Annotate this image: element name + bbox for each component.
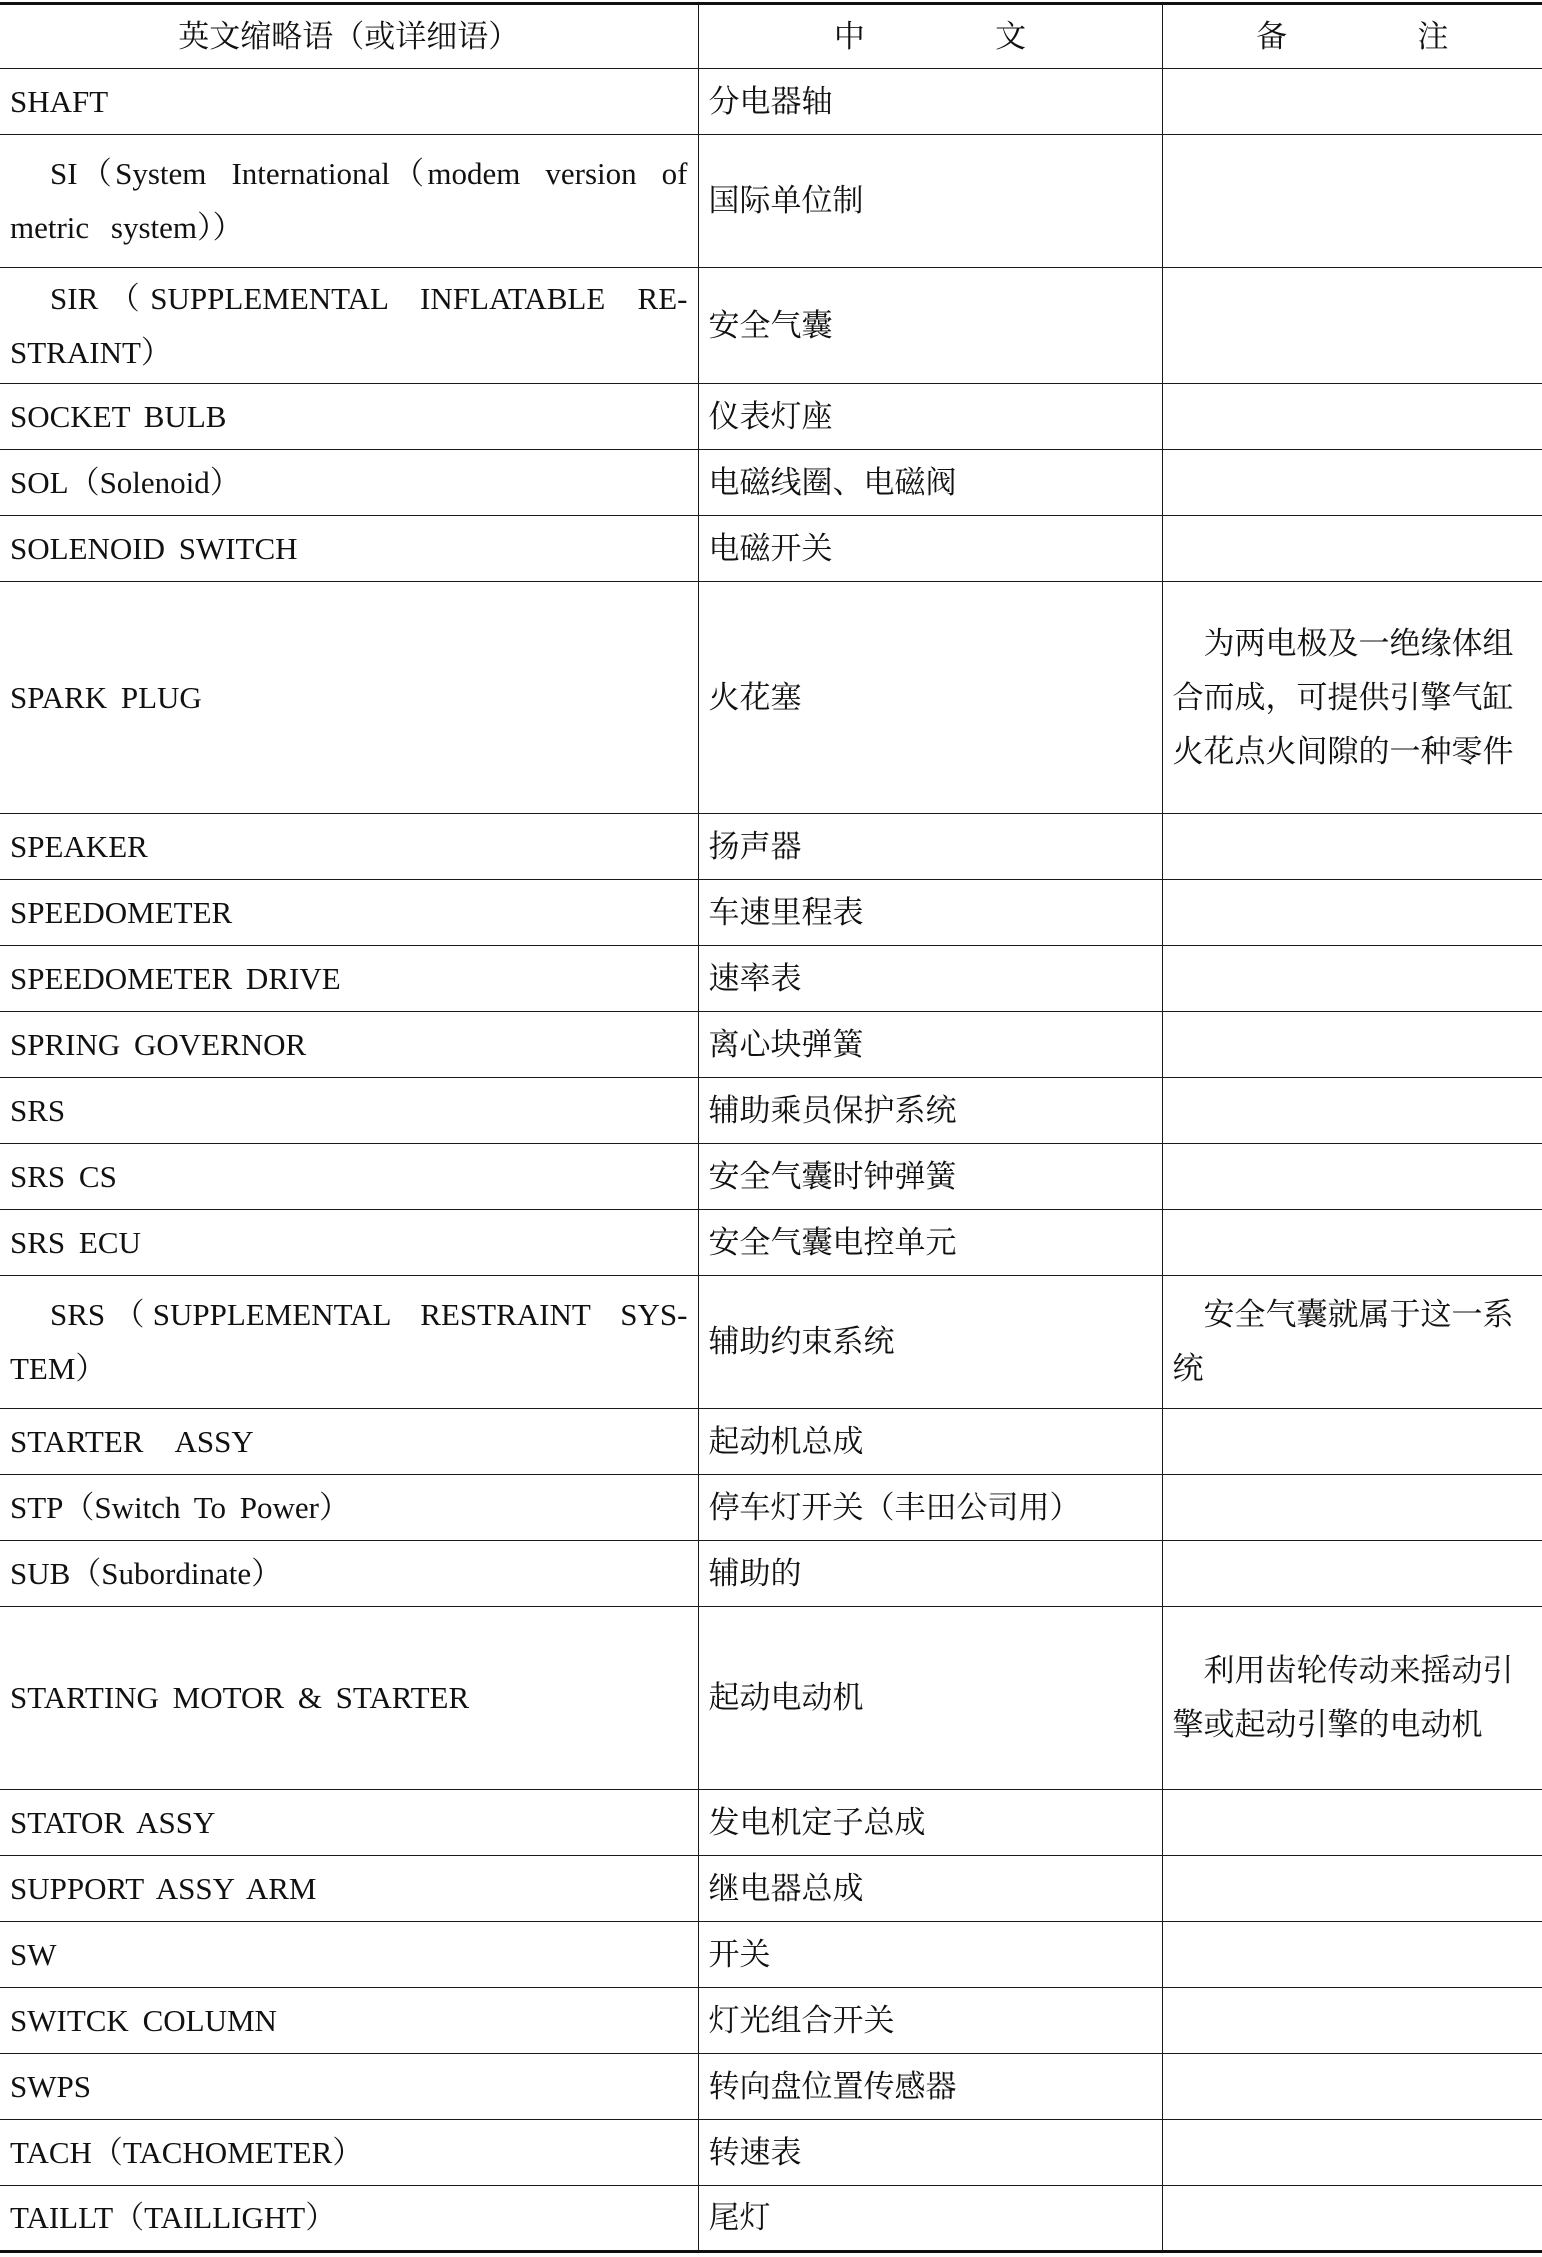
cell-chinese: 电磁线圈、电磁阀 [698,450,1162,516]
table-row [0,2054,1542,2120]
cell-chinese: 灯光组合开关 [698,1988,1162,2054]
cell-chinese: 安全气囊电控单元 [698,1210,1162,1276]
table-row [0,1475,1542,1541]
cell-chinese: 停车灯开关（丰田公司用） [698,1475,1162,1541]
cell-chinese: 速率表 [698,946,1162,1012]
cell-note [1162,946,1542,1012]
cell-note [1162,1012,1542,1078]
table-row [0,880,1542,946]
cell-chinese: 分电器轴 [698,69,1162,135]
cell-note [1162,1409,1542,1475]
cell-chinese: 起动机总成 [698,1409,1162,1475]
table-row [0,1012,1542,1078]
table-row [0,1210,1542,1276]
cell-note [1162,1922,1542,1988]
cell-note [1162,1790,1542,1856]
table-row [0,1144,1542,1210]
cell-note [1162,814,1542,880]
table-row [0,1988,1542,2054]
cell-english: TAILLT（TAILLIGHT） [0,2186,698,2252]
cell-chinese: 辅助乘员保护系统 [698,1078,1162,1144]
cell-note [1162,135,1542,268]
cell-note: 利用齿轮传动来摇动引擎或起动引擎的电动机 [1162,1607,1542,1790]
table-row [0,1790,1542,1856]
glossary-page [0,2,1542,2253]
cell-chinese: 辅助约束系统 [698,1276,1162,1409]
table-row [0,135,1542,268]
cell-chinese: 开关 [698,1922,1162,1988]
cell-chinese: 继电器总成 [698,1856,1162,1922]
cell-english: SUPPORT ASSY ARM [0,1856,698,1922]
cell-english: SOL（Solenoid） [0,450,698,516]
cell-note [1162,1541,1542,1607]
cell-note [1162,1988,1542,2054]
cell-chinese: 辅助的 [698,1541,1162,1607]
cell-chinese: 安全气囊 [698,268,1162,384]
column-header-chinese: 中 文 [698,4,1162,69]
cell-english: SW [0,1922,698,1988]
table-row [0,2186,1542,2252]
table-row [0,1409,1542,1475]
table-row [0,69,1542,135]
cell-chinese: 仪表灯座 [698,384,1162,450]
glossary-table [0,2,1542,2253]
cell-chinese: 离心块弹簧 [698,1012,1162,1078]
cell-note [1162,1210,1542,1276]
cell-chinese: 国际单位制 [698,135,1162,268]
cell-english: TACH（TACHOMETER） [0,2120,698,2186]
cell-english: SUB（Subordinate） [0,1541,698,1607]
cell-english: SRS（SUPPLEMENTAL RESTRAINT SYS-TEM） [0,1276,698,1409]
cell-english: SI（System International（modem version of metric system）） [0,135,698,268]
cell-chinese: 安全气囊时钟弹簧 [698,1144,1162,1210]
table-row [0,582,1542,814]
table-row [0,814,1542,880]
cell-english: SRS [0,1078,698,1144]
cell-note [1162,2120,1542,2186]
table-row [0,1607,1542,1790]
cell-chinese: 起动电动机 [698,1607,1162,1790]
cell-english: SHAFT [0,69,698,135]
cell-english: SWITCK COLUMN [0,1988,698,2054]
cell-english: SIR（SUPPLEMENTAL INFLATABLE RE-STRAINT） [0,268,698,384]
cell-note [1162,516,1542,582]
cell-note [1162,1078,1542,1144]
cell-english: SRS ECU [0,1210,698,1276]
cell-note [1162,1144,1542,1210]
cell-chinese: 火花塞 [698,582,1162,814]
cell-chinese: 尾灯 [698,2186,1162,2252]
cell-english: STARTING MOTOR & STARTER [0,1607,698,1790]
cell-chinese: 发电机定子总成 [698,1790,1162,1856]
table-row [0,2120,1542,2186]
cell-english: STP（Switch To Power） [0,1475,698,1541]
cell-chinese: 电磁开关 [698,516,1162,582]
cell-english: SWPS [0,2054,698,2120]
table-row [0,1276,1542,1409]
cell-note [1162,268,1542,384]
cell-chinese: 转速表 [698,2120,1162,2186]
table-row [0,268,1542,384]
cell-english: SOLENOID SWITCH [0,516,698,582]
table-row [0,946,1542,1012]
cell-english: SPEAKER [0,814,698,880]
cell-english: STATOR ASSY [0,1790,698,1856]
cell-english: SPARK PLUG [0,582,698,814]
cell-chinese: 扬声器 [698,814,1162,880]
cell-note [1162,450,1542,516]
cell-note [1162,2186,1542,2252]
column-header-note: 备 注 [1162,4,1542,69]
cell-note: 安全气囊就属于这一系统 [1162,1276,1542,1409]
cell-english: STARTER ASSY [0,1409,698,1475]
cell-english: SPRING GOVERNOR [0,1012,698,1078]
column-header-english: 英文缩略语（或详细语） [0,4,698,69]
cell-english: SPEEDOMETER DRIVE [0,946,698,1012]
cell-chinese: 转向盘位置传感器 [698,2054,1162,2120]
table-row [0,1541,1542,1607]
cell-note [1162,880,1542,946]
cell-english: SOCKET BULB [0,384,698,450]
table-row [0,450,1542,516]
table-row [0,516,1542,582]
cell-english: SRS CS [0,1144,698,1210]
table-row [0,1078,1542,1144]
table-row [0,1856,1542,1922]
cell-note [1162,1856,1542,1922]
cell-english: SPEEDOMETER [0,880,698,946]
table-row [0,1922,1542,1988]
table-header-row [0,4,1542,69]
cell-chinese: 车速里程表 [698,880,1162,946]
cell-note: 为两电极及一绝缘体组合而成，可提供引擎气缸火花点火间隙的一种零件 [1162,582,1542,814]
table-row [0,384,1542,450]
cell-note [1162,2054,1542,2120]
cell-note [1162,384,1542,450]
cell-note [1162,69,1542,135]
cell-note [1162,1475,1542,1541]
